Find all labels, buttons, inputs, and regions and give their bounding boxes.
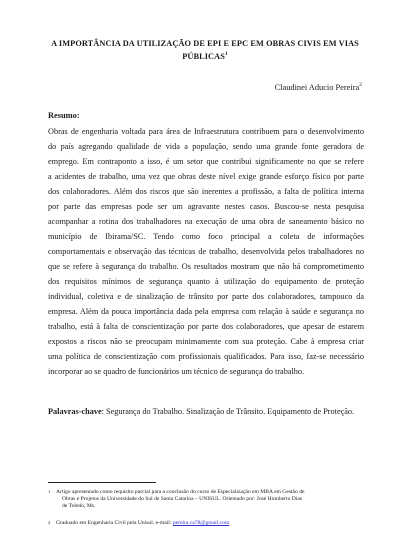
title-footnote-mark: 1 <box>224 51 228 58</box>
keywords-label: Palavras-chave <box>48 407 102 416</box>
abstract-line: dos colaboradores. Além dos riscos que são inerentes a profissão, a falta de política interna <box>48 187 364 196</box>
footnote-1-mark: 1 <box>48 489 51 494</box>
abstract-line: incorporar ao se quadro de funcionários um técnico de segurança do trabalho. <box>48 367 305 376</box>
footnote-2-text: Graduado em Engenharia Civil pela Unisul. e-mail: <box>56 520 173 526</box>
keywords <box>48 406 368 417</box>
abstract-line: acompanhar a rotina dos trabalhadores na execução de uma obra de saneamento básico no <box>48 217 364 226</box>
keywords-text: : Segurança do Trabalho. Sinalização de Trânsito. Equipamento de Proteção. <box>101 407 355 416</box>
author-name <box>275 82 362 93</box>
abstract-line: dos requisitos mínimos de segurança quanto à utilização do equipamento de proteção <box>48 277 364 286</box>
author-name-text: Claudinei Aducio Pereira <box>274 83 360 92</box>
footnote-1-line-3: de Toledo, Ms. <box>62 503 96 509</box>
title-line-1: A IMPORTÂNCIA DA UTILIZAÇÃO DE EPI E EPC EM OBRAS CIVIS EM VIAS <box>51 39 359 48</box>
abstract-line: Obras de engenharia voltada para área de Infraestrutura contribuem para o desenvolvimento <box>48 127 364 136</box>
title-line-2-text: PÚBLICAS <box>182 52 225 61</box>
abstract-line: que se refere à segurança do trabalho. Os resultados mostram que não há comprometimento <box>48 262 364 271</box>
document-title <box>44 37 366 63</box>
abstract-line: empresa. Além da pouca importância dada pela empresa com relação à saúde e segurança no <box>48 307 364 316</box>
abstract-line: expostos a riscos não se preocupam minimamente com sua proteção. Cabe à empresa criar <box>48 337 364 346</box>
abstract-line: individual, coletiva e de sinalização de trânsito por parte dos colaboradores, tampouco da <box>48 292 364 301</box>
author-email-link[interactable]: pereira.ca78@gmail.com <box>172 520 230 526</box>
abstract-body <box>48 124 364 379</box>
footnote-separator <box>48 482 156 483</box>
abstract-line: trabalho, está à falta de conscientização por parte dos colaboradores, que apesar de estarem <box>48 322 364 331</box>
footnote-2 <box>48 520 366 527</box>
footnote-2-mark: 2 <box>48 520 51 525</box>
author-footnote-mark: 2 <box>359 82 362 89</box>
footnote-1 <box>48 489 366 510</box>
abstract-line: por parte das empresas pode ser um agravante nestes casos. Buscou-se nesta pesquisa <box>48 202 364 211</box>
abstract-line: do país agregando qualidade de vida a população, sendo uma grande fonte geradora de <box>48 142 364 151</box>
footnote-1-line-2: Obras e Projetos da Universidade do Sul de Santa Catarina – UNISUL. Orientado por: José Humberto Dias <box>62 496 303 502</box>
abstract-line: comportamentais e observação das técnicas de trabalho, desenvolvida pelos trabalhadores no <box>48 247 364 256</box>
abstract-line: a acidentes de trabalho, uma vez que obras deste nível exige grande esforço físico por parte <box>48 172 364 181</box>
abstract-line: emprego. Em contraponto a isso, é um setor que contribui significamente no que se refere <box>48 157 364 166</box>
footnote-2-line <box>48 520 366 527</box>
abstract-line: município de Ibirama/SC. Tendo como foco principal a coleta de informações <box>48 232 364 241</box>
title-line-2 <box>44 50 366 63</box>
abstract-heading: Resumo: <box>48 111 80 120</box>
abstract-line: uma política de conscientização com profissionais qualificados. Para isso, faz-se necessário <box>48 352 364 361</box>
footnote-1-line-1: Artigo apresentado como requisito parcial para a conclusão do curso de Especialização em MBA em Gestão de <box>56 489 305 495</box>
